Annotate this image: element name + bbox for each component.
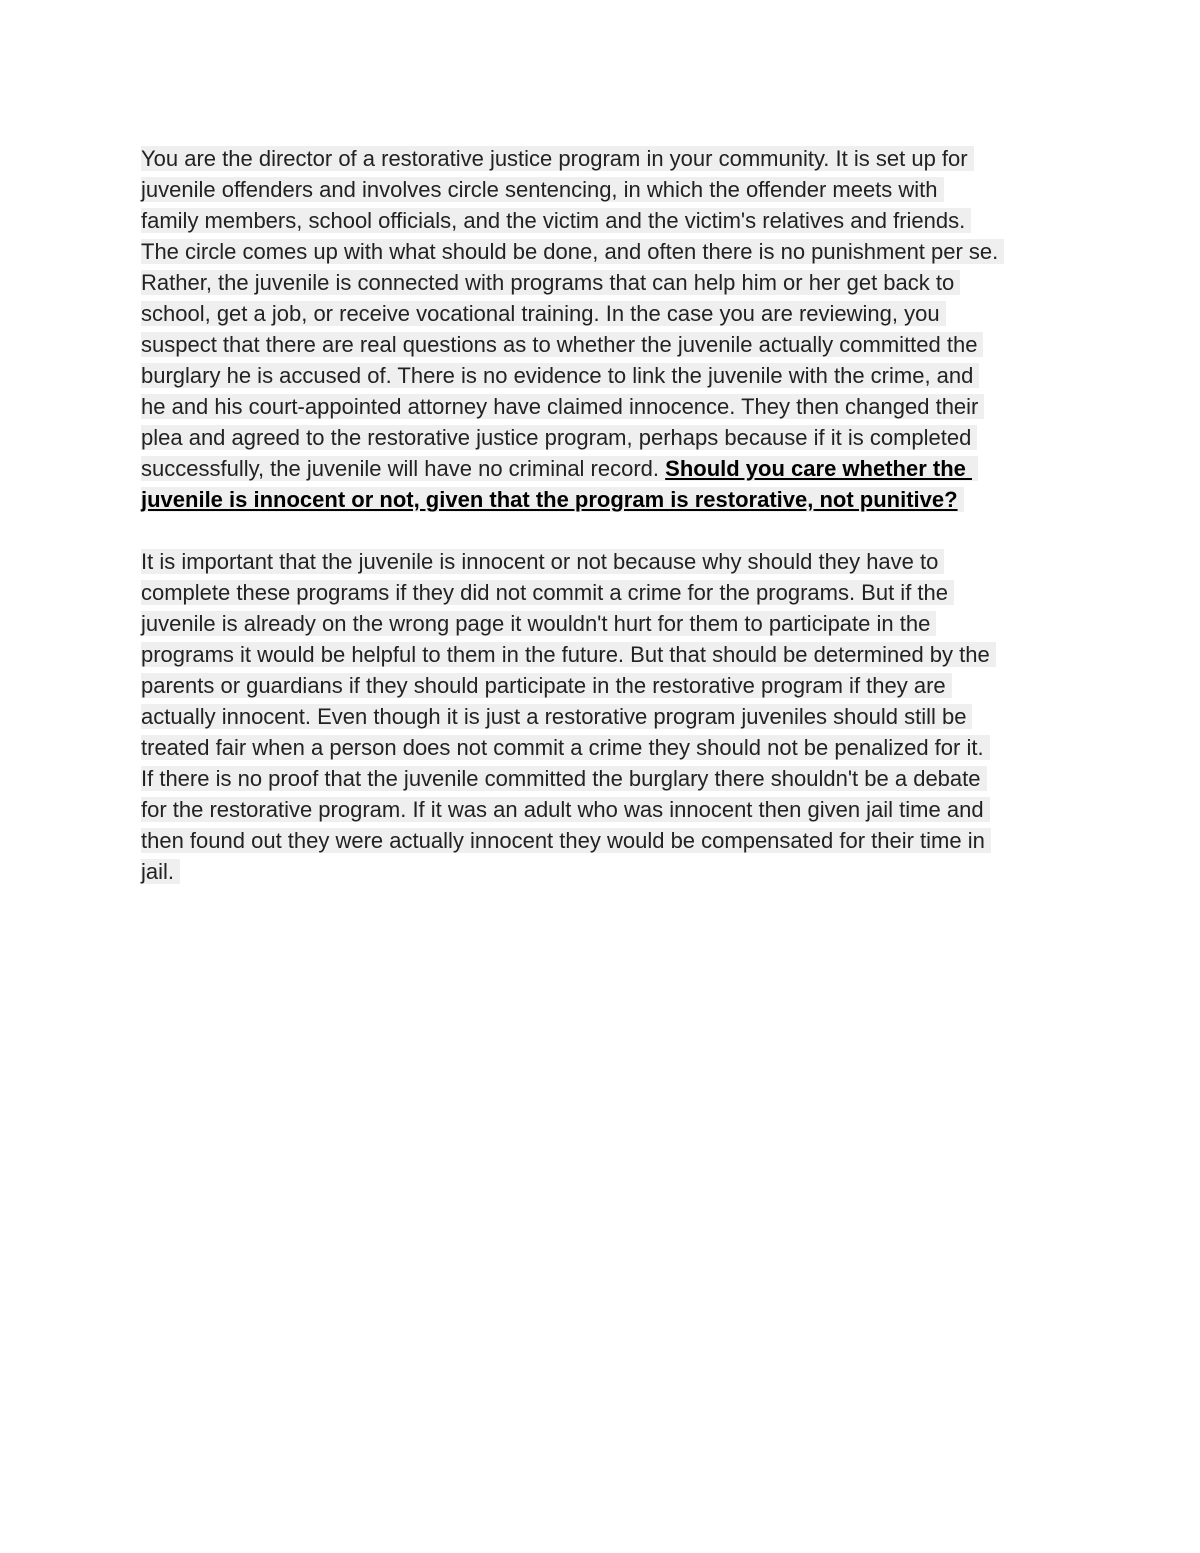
prompt-line: school, get a job, or receive vocational training. In the case you are reviewing, you — [141, 298, 1071, 329]
answer-line: then found out they were actually innocent they would be compensated for their time in — [141, 825, 1071, 856]
question-text: juvenile is innocent or not, given that the program is restorative, not punitive? — [141, 487, 964, 512]
answer-line: complete these programs if they did not commit a crime for the programs. But if the — [141, 577, 1071, 608]
answer-line: for the restorative program. If it was an adult who was innocent then given jail time and — [141, 794, 1071, 825]
answer-line: jail. — [141, 856, 1071, 887]
prompt-line: Rather, the juvenile is connected with programs that can help him or her get back to — [141, 267, 1071, 298]
answer-line: If there is no proof that the juvenile committed the burglary there shouldn't be a debate — [141, 763, 1071, 794]
prompt-line: family members, school officials, and the victim and the victim's relatives and friends. — [141, 205, 1071, 236]
prompt-final-sentence: successfully, the juvenile will have no criminal record. — [141, 456, 666, 481]
prompt-line: suspect that there are real questions as to whether the juvenile actually committed the — [141, 329, 1071, 360]
answer-line: programs it would be helpful to them in the future. But that should be determined by the — [141, 639, 1071, 670]
answer-line: It is important that the juvenile is innocent or not because why should they have to — [141, 546, 1071, 577]
prompt-line: he and his court-appointed attorney have claimed innocence. They then changed their — [141, 391, 1071, 422]
question-text: Should you care whether the — [665, 456, 972, 481]
prompt-line: plea and agreed to the restorative justice program, perhaps because if it is completed — [141, 422, 1071, 453]
answer-line: treated fair when a person does not commit a crime they should not be penalized for it. — [141, 732, 1071, 763]
answer-line: actually innocent. Even though it is just a restorative program juveniles should still be — [141, 701, 1071, 732]
answer-line: juvenile is already on the wrong page it wouldn't hurt for them to participate in the — [141, 608, 1071, 639]
prompt-line: The circle comes up with what should be done, and often there is no punishment per se. — [141, 236, 1071, 267]
prompt-paragraph — [141, 143, 1071, 515]
prompt-line — [141, 453, 1071, 484]
prompt-line: You are the director of a restorative justice program in your community. It is set up for — [141, 143, 1071, 174]
prompt-line: burglary he is accused of. There is no evidence to link the juvenile with the crime, and — [141, 360, 1071, 391]
prompt-line: juvenile offenders and involves circle sentencing, in which the offender meets with — [141, 174, 1071, 205]
answer-paragraph — [141, 546, 1071, 887]
answer-line: parents or guardians if they should participate in the restorative program if they are — [141, 670, 1071, 701]
question-line — [141, 484, 1071, 515]
document-page — [141, 143, 1071, 887]
